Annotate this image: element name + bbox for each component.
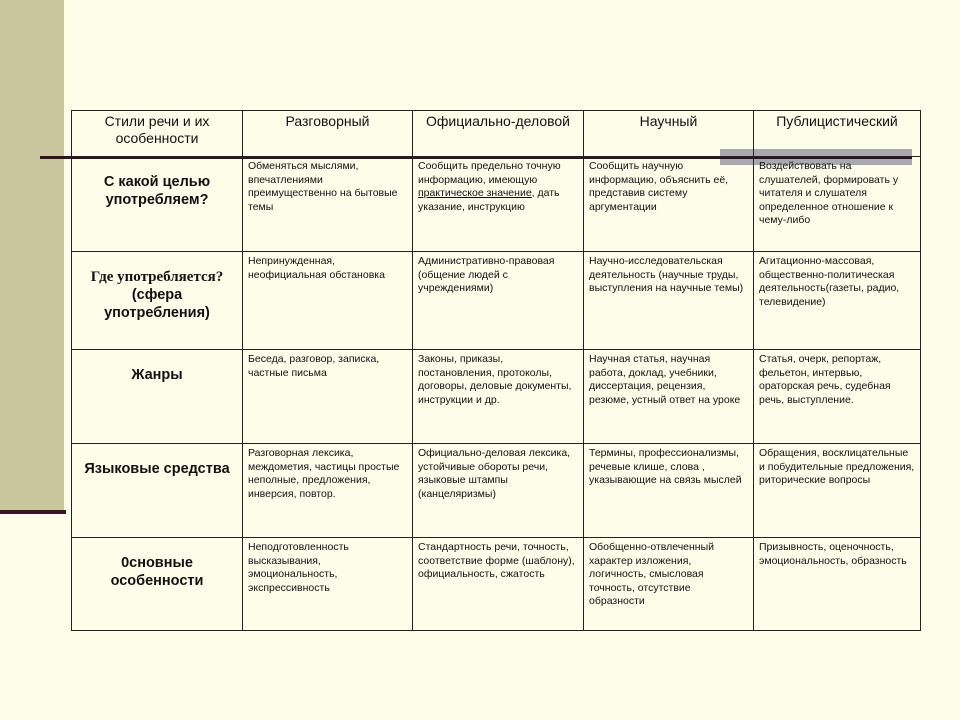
column-header: Публицистический	[754, 111, 921, 157]
table-cell: Агитационно-массовая, общественно-политическая деятельность(газеты, радио, телевидение)	[754, 252, 921, 350]
table-cell: Научная статья, научная работа, доклад, учебники, диссертация, рецензия, резюме, устный ответ на уроке	[584, 350, 754, 444]
table-cell: Стандартность речи, точность, соответствие форме (шаблону), официальность, сжатость	[413, 538, 584, 631]
row-header-subtitle: (сфера употребления)	[104, 287, 210, 321]
table-cell: Обменяться мыслями, впечатлениями преимущественно на бытовые темы	[243, 157, 413, 252]
column-header: Разговорный	[243, 111, 413, 157]
row-header	[72, 252, 243, 350]
table-cell: Разговорная лексика, междометия, частицы простые неполные, предложения, инверсия, повтор.	[243, 444, 413, 538]
row-header-title: Где употребляется?	[90, 269, 224, 285]
column-header: Официально-деловой	[413, 111, 584, 157]
table-cell: Научно-исследовательская деятельность (научные труды, выступления на научные темы)	[584, 252, 754, 350]
decorative-rule	[0, 510, 66, 514]
table-row	[72, 252, 921, 350]
table-cell: Призывность, оценочность, эмоциональность, образность	[754, 538, 921, 631]
decorative-side-band	[0, 0, 64, 511]
underlined-text: практическое значение	[418, 187, 532, 199]
cell-text: , дать указание, инструкцию	[418, 187, 560, 213]
table-cell: Непринужденная, неофициальная обстановка	[243, 252, 413, 350]
row-header: С какой целью употребляем?	[72, 157, 243, 252]
table-cell: Обращения, восклицательные и побудительные предложения, риторические вопросы	[754, 444, 921, 538]
table-cell: Обобщенно-отвлеченный характер изложения, логичность, смысловая точность, отсутствие образности	[584, 538, 754, 631]
row-header: Жанры	[72, 350, 243, 444]
table-cell: Статья, очерк, репортаж, фельетон, интервью, ораторская речь, судебная речь, выступление.	[754, 350, 921, 444]
row-header: 0сновные особенности	[72, 538, 243, 631]
speech-styles-table	[71, 110, 921, 631]
table-cell	[413, 157, 584, 252]
table-row	[72, 538, 921, 631]
table-header-row	[72, 111, 921, 157]
table-cell: Воздействовать на слушателей, формировать у читателя и слушателя определенное отношение к чему-либо	[754, 157, 921, 252]
table-cell: Беседа, разговор, записка, частные письма	[243, 350, 413, 444]
table-cell: Официально-деловая лексика, устойчивые обороты речи, языковые штампы (канцеляризмы)	[413, 444, 584, 538]
table-row	[72, 444, 921, 538]
table-row	[72, 157, 921, 252]
table-cell: Неподготовленность высказывания, эмоциональность, экспрессивность	[243, 538, 413, 631]
table-cell: Законы, приказы, постановления, протоколы, договоры, деловые документы, инструкции и др.	[413, 350, 584, 444]
table-row	[72, 350, 921, 444]
table-cell: Термины, профессионализмы, речевые клише, слова , указывающие на связь мыслей	[584, 444, 754, 538]
table-cell: Сообщить научную информацию, объяснить её, представив систему аргументации	[584, 157, 754, 252]
table-cell: Административно-правовая (общение людей с учреждениями)	[413, 252, 584, 350]
row-header: Языковые средства	[72, 444, 243, 538]
column-header: Стили речи и их особенности	[72, 111, 243, 157]
column-header: Научный	[584, 111, 754, 157]
cell-text: Сообщить предельно точную информацию, имеющую	[418, 160, 561, 186]
